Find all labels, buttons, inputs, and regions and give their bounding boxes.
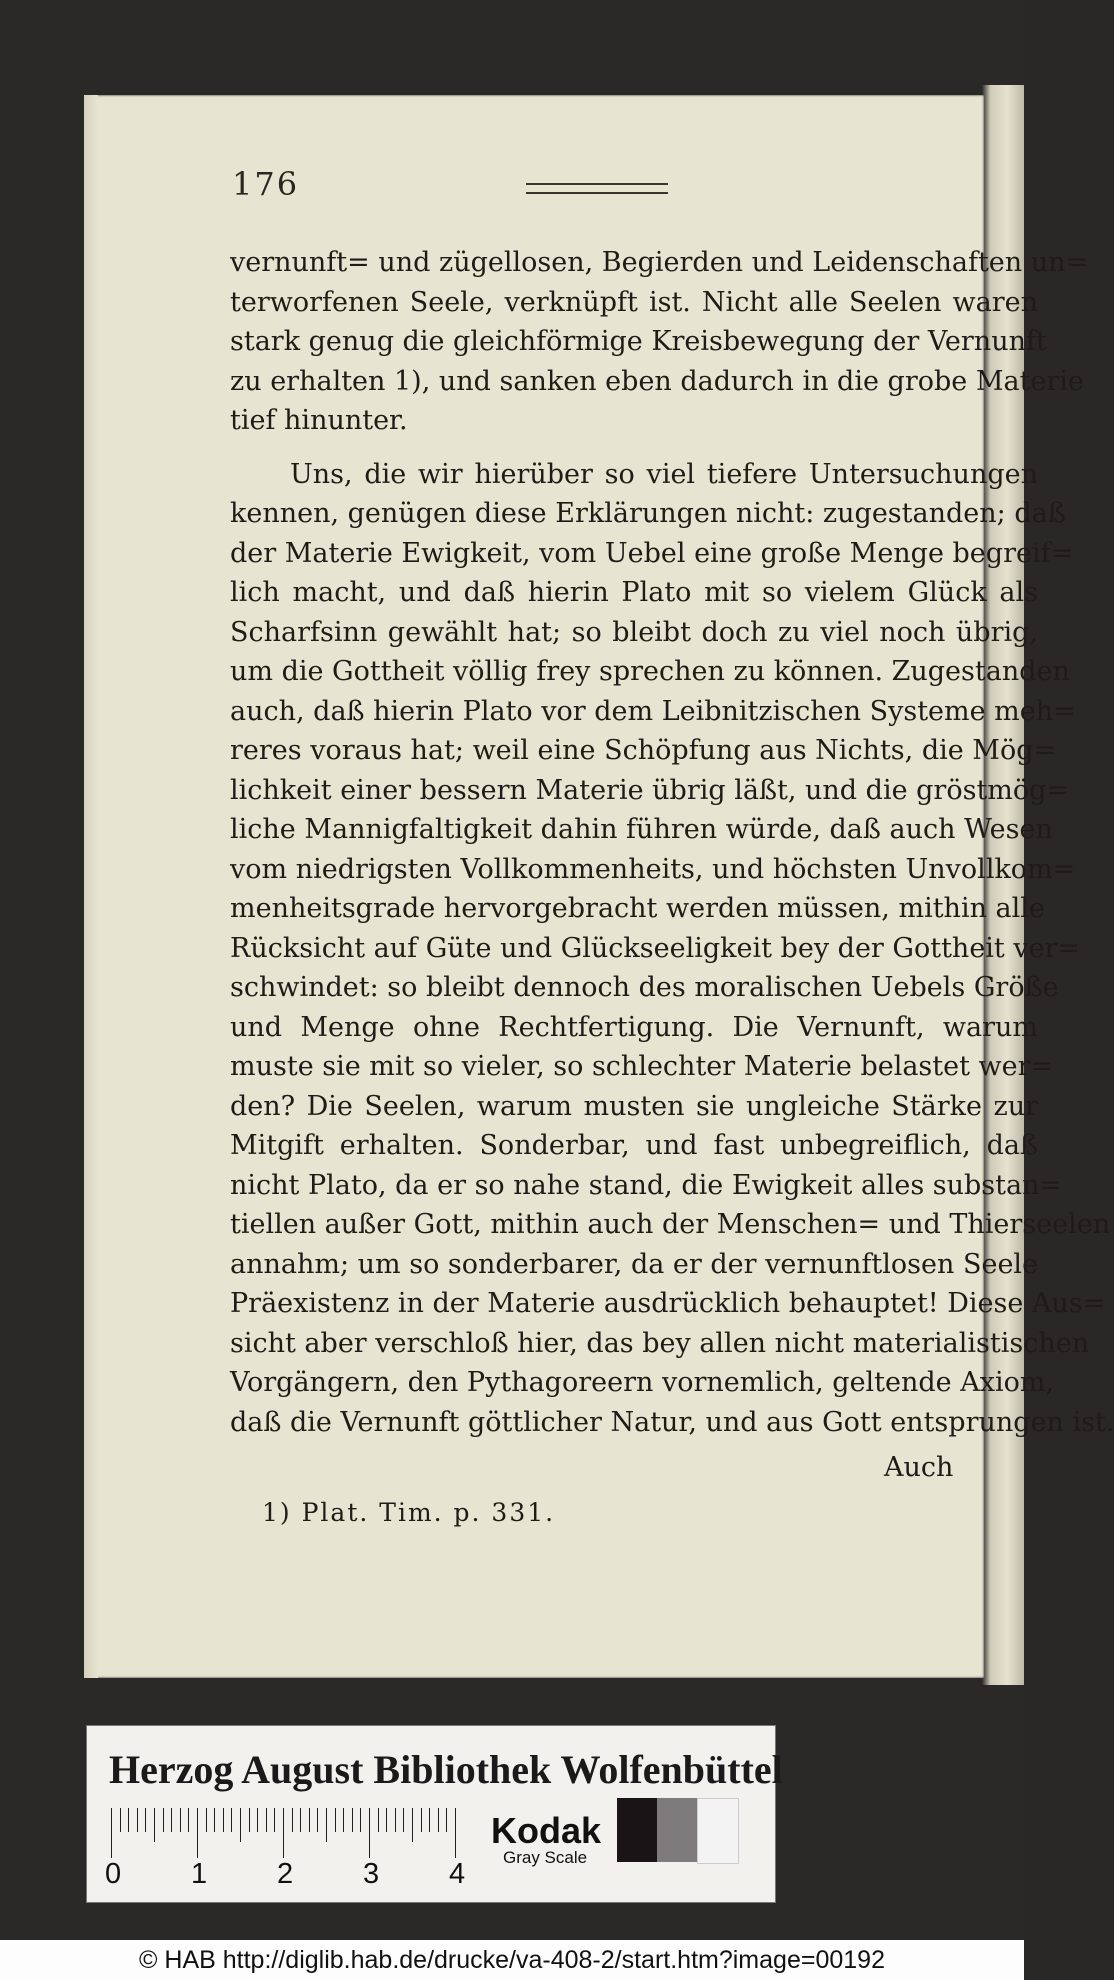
ruler-tick	[429, 1808, 430, 1832]
text-line: lich macht, und daß hierin Plato mit so vielem Glück als	[230, 577, 1038, 608]
text-line: der Materie Ewigkeit, vom Uebel eine große Menge begreif=	[230, 537, 1074, 569]
ruler-tick	[283, 1808, 284, 1858]
ruler-number: 0	[105, 1858, 122, 1890]
gray-swatch-mid	[657, 1798, 697, 1862]
ruler-tick	[421, 1808, 422, 1832]
copyright-footer: © HAB http://diglib.hab.de/drucke/va-408-2/start.htm?image=00192	[0, 1940, 1024, 1980]
text-line: Vorgängern, den Pythagoreern vornemlich, geltende Axiom,	[230, 1367, 1055, 1398]
text-line: liche Mannigfaltigkeit dahin führen würde, daß auch Wesen	[230, 814, 1053, 845]
ruler-tick	[249, 1808, 250, 1832]
ruler-tick	[395, 1808, 396, 1832]
ruler-tick	[403, 1808, 404, 1832]
ruler-number: 1	[191, 1858, 208, 1890]
ruler-tick	[300, 1808, 301, 1832]
text-line: menheitsgrade hervorgebracht werden müssen, mithin alle	[230, 893, 1045, 924]
text-line: tiellen außer Gott, mithin auch der Menschen= und Thierseelen	[230, 1209, 1111, 1240]
ruler-tick	[145, 1808, 146, 1832]
kodak-logo: Kodak	[491, 1810, 602, 1851]
ruler-tick	[438, 1808, 439, 1832]
ruler-tick	[369, 1808, 370, 1858]
catchword: Auch	[884, 1452, 954, 1483]
ruler-tick	[309, 1808, 310, 1832]
ruler-tick	[154, 1808, 155, 1842]
text-line: zu erhalten 1), und sanken eben dadurch in die grobe Materie	[230, 365, 1084, 397]
text-line: daß die Vernunft göttlicher Natur, und aus Gott entsprungen ist.	[230, 1406, 1114, 1438]
ruler-tick	[335, 1808, 336, 1832]
text-line: Präexistenz in der Materie ausdrücklich behauptet! Diese Aus=	[230, 1288, 1106, 1319]
text-line: den? Die Seelen, warum musten sie ungleiche Stärke zur	[230, 1090, 1038, 1122]
page-number: 176	[232, 165, 300, 203]
text-line: muste sie mit so vieler, so schlechter Materie belastet wer=	[230, 1051, 1054, 1082]
text-line: sicht aber verschloß hier, das bey allen nicht materialistischen	[230, 1327, 1090, 1359]
text-line: reres voraus hat; weil eine Schöpfung aus Nichts, die Mög=	[230, 735, 1057, 766]
text-line: Uns, die wir hierüber so viel tiefere Untersuchungen	[290, 458, 1038, 490]
paragraph-2	[230, 455, 1114, 1443]
gray-swatch-light	[697, 1798, 739, 1864]
ruler-tick	[188, 1808, 189, 1832]
ruler-tick	[128, 1808, 129, 1832]
ruler-tick	[231, 1808, 232, 1832]
ruler-tick	[446, 1808, 447, 1832]
body-text	[230, 243, 1114, 1442]
text-line: tief hinunter.	[230, 405, 408, 436]
text-line: lichkeit einer bessern Materie übrig läßt, und die gröstmög=	[230, 774, 1070, 806]
text-line: stark genug die gleichförmige Kreisbewegung der Vernunft	[230, 326, 1047, 357]
text-line: kennen, genügen diese Erklärungen nicht: zugestanden; daß	[230, 498, 1066, 529]
text-line: auch, daß hierin Plato vor dem Leibnitzischen Systeme meh=	[230, 695, 1076, 727]
gray-scale-label: Gray Scale	[503, 1848, 588, 1867]
text-line: vernunft= und zügellosen, Begierden und Leidenschaften un=	[230, 247, 1089, 278]
cm-ruler	[111, 1808, 459, 1858]
ruler-tick	[412, 1808, 413, 1842]
text-line: und Menge ohne Rechtfertigung. Die Vernunft, warum	[230, 1011, 1038, 1043]
ruler-tick	[343, 1808, 344, 1832]
footnote: 1) Plat. Tim. p. 331.	[262, 1498, 556, 1527]
paragraph-1	[230, 243, 1089, 441]
ruler-tick	[137, 1808, 138, 1832]
ruler-tick	[163, 1808, 164, 1832]
ruler-tick	[120, 1808, 121, 1832]
ruler-tick	[240, 1808, 241, 1842]
ruler-tick	[360, 1808, 361, 1832]
ruler-tick	[292, 1808, 293, 1832]
text-line: um die Gottheit völlig frey sprechen zu können. Zugestanden	[230, 656, 1070, 687]
ruler-number: 2	[277, 1858, 294, 1890]
ruler-number: 4	[449, 1858, 466, 1890]
ruler-tick	[317, 1808, 318, 1832]
ruler-tick	[214, 1808, 215, 1832]
ruler-tick	[257, 1808, 258, 1832]
text-line: Mitgift erhalten. Sonderbar, und fast unbegreiflich, daß	[230, 1130, 1038, 1161]
text-line: terworfenen Seele, verknüpft ist. Nicht alle Seelen waren	[230, 286, 1038, 318]
ruler-tick	[223, 1808, 224, 1832]
ruler-tick	[352, 1808, 353, 1832]
ruler-tick	[455, 1808, 456, 1858]
header-rule	[526, 183, 668, 194]
color-target-card	[86, 1725, 783, 1903]
ruler-tick	[386, 1808, 387, 1832]
text-line: nicht Plato, da er so nahe stand, die Ewigkeit alles substan=	[230, 1169, 1063, 1201]
book-page	[84, 95, 1114, 1678]
text-line: Rücksicht auf Güte und Glückseeligkeit bey der Gottheit ver=	[230, 932, 1081, 964]
ruler-tick	[266, 1808, 267, 1832]
text-line: Scharfsinn gewählt hat; so bleibt doch zu viel noch übrig,	[230, 616, 1038, 648]
ruler-tick	[197, 1808, 198, 1858]
text-line: schwindet: so bleibt dennoch des moralischen Uebels Größe	[230, 972, 1059, 1003]
ruler-tick	[111, 1808, 112, 1858]
ruler-tick	[206, 1808, 207, 1832]
gray-swatch-dark	[617, 1798, 657, 1862]
ruler-tick	[171, 1808, 172, 1832]
ruler-tick	[274, 1808, 275, 1832]
ruler-number: 3	[363, 1858, 380, 1890]
ruler-tick	[378, 1808, 379, 1832]
ruler-tick	[180, 1808, 181, 1832]
library-title: Herzog August Bibliothek Wolfenbüttel	[109, 1747, 783, 1792]
text-line: annahm; um so sonderbarer, da er der vernunftlosen Seele	[230, 1248, 1039, 1280]
text-line: vom niedrigsten Vollkommenheits, und höchsten Unvollkom=	[230, 853, 1076, 885]
ruler-tick	[326, 1808, 327, 1842]
